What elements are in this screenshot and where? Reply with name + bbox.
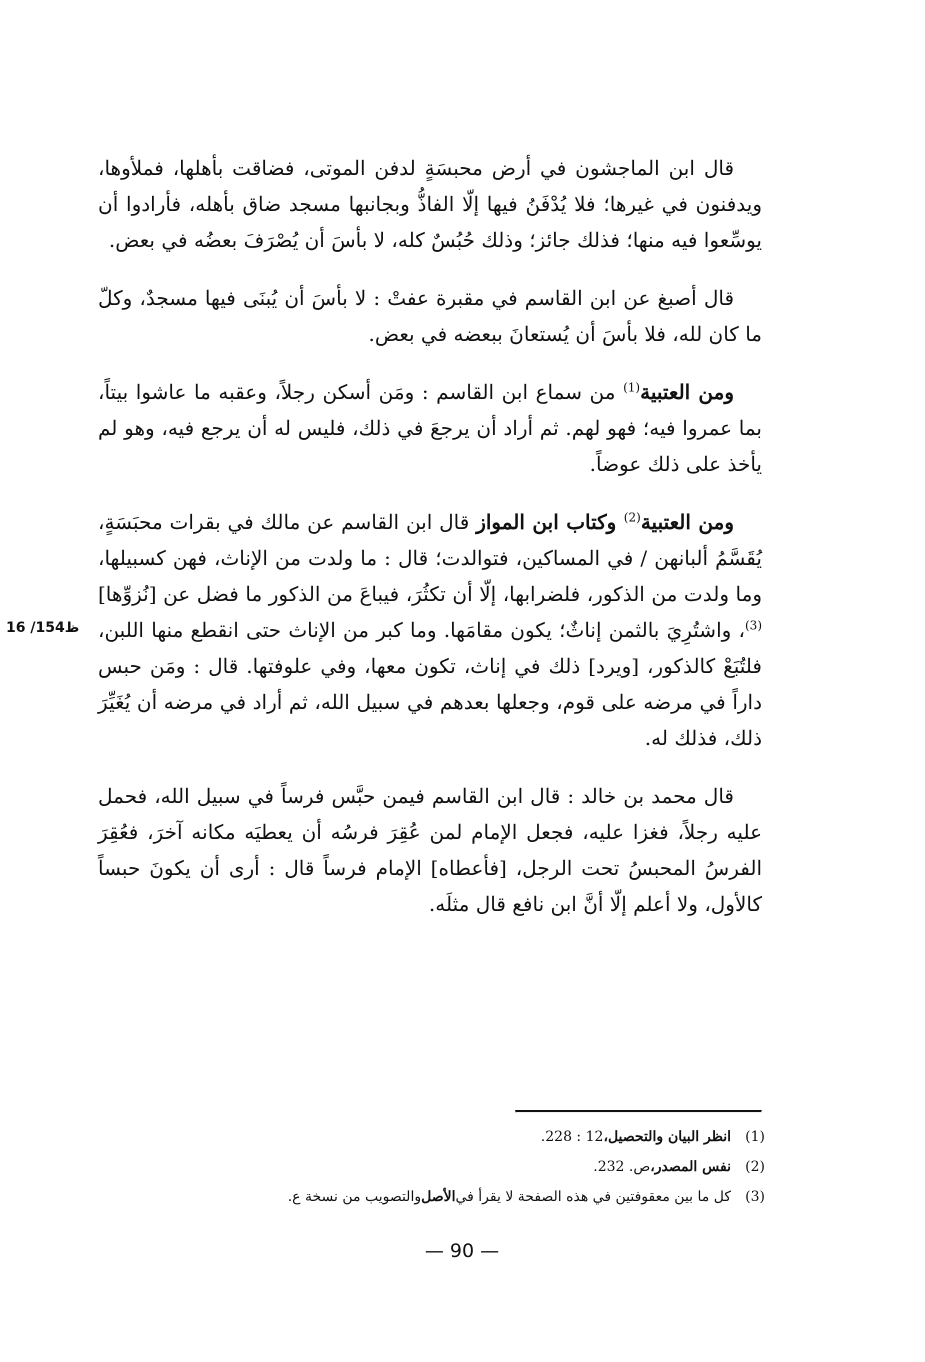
paragraph-1: قال ابن الماجشون في أرض محبسَةٍ لدفن الموتى، فضاقت بأهلها، فملأوها، ويدفنون في غيرها؛ فلا يُدْفَنُ فيها إلّا الفاذُّ وبجانبها مسجد ضاق بأهله، فأرادوا أن يوسِّعوا فيه منها؛ فذلك جائز؛ وذلك حُبُسٌ كله، لا بأسَ أن يُصْرَفَ بعضُه في بعض. — [98, 156, 762, 252]
footnote-divider — [515, 1110, 762, 1113]
source-title-2: وكتاب ابن المواز — [476, 510, 624, 534]
paragraph-3-text: من سماع ابن القاسم : ومَن أسكن رجلاً، وعقبه ما عاشوا بيتاً، بما عمروا فيه؛ فهو لهم. ثم أراد أن يرجعَ في ذلك، فليس له أن يرجع فيه، وهو لم يأخذ على ذلك عوضاً. — [98, 380, 762, 476]
footnote-source: انظر البيان والتحصيل، — [603, 1129, 731, 1145]
paragraph-5: قال محمد بن خالد : قال ابن القاسم فيمن حبَّس فرساً في سبيل الله، فحمل عليه رجلاً، فغزا عليه، فجعل الإمام لمن عُقِرَ فرسُه أن يعطيَه مكانه آخرَ، فعُقِرَ الفرسُ المحبسُ تحت الرجل، [فأعطاه] الإمام فرساً قال : أرى أن يكونَ حبساً كالأول، ولا أعلم إلّا أنَّ ابن نافع قال مثلَه. — [98, 784, 762, 916]
footnote-source: نفس المصدر، — [650, 1159, 731, 1175]
footnote-number: (2) — [745, 1159, 765, 1175]
footnote-ref-2[interactable]: (2) — [623, 510, 641, 525]
footnote-2 — [150, 1152, 765, 1182]
footnote-ref-3[interactable]: (3) — [744, 618, 762, 633]
footnote-text-end: والتصويب من نسخة ع. — [287, 1189, 422, 1205]
source-title: ومن العتبية — [640, 510, 734, 534]
footnote-text: كل ما بين معقوفتين في هذه الصفحة لا يقرأ في — [455, 1189, 731, 1205]
source-title: ومن العتبية — [640, 380, 735, 404]
footnote-number: (3) — [745, 1189, 765, 1205]
paragraph-4 — [98, 504, 762, 756]
folio-margin-note: 16 /154ظ — [6, 620, 80, 636]
paragraph-2: قال أصبغ عن ابن القاسم في مقبرة عفتْ : لا بأسَ أن يُبنَى فيها مسجدٌ، وكلّ ما كان لله، فلا بأسَ أن يُستعانَ ببعضه في بعض. — [98, 286, 762, 346]
footnote-1 — [150, 1122, 765, 1152]
footnote-text: 12 : 228. — [540, 1129, 604, 1145]
footnote-3 — [150, 1182, 765, 1212]
footnote-text: ص. 232. — [593, 1159, 651, 1175]
paragraph-3 — [98, 374, 762, 482]
footnote-ref-1[interactable]: (1) — [623, 380, 641, 395]
paragraph-4-text-b: ، واشتُرِيَ بالثمن إناثٌ؛ يكون مقامَها. وما كبر من الإناث حتى انقطع منها اللبن، فلتُبَعْ كالذكور، [ويرد] ذلك في إناث، تكون معها، وفي علوفتها. قال : ومَن حبس داراً في مرضه على قوم، وجعلها بعدهم في سبيل الله، ثم أراد في مرضه أن يُغَيِّرَ ذلك، فذلك له. — [98, 618, 762, 750]
paragraph-4-text-a: قال ابن القاسم عن مالك في بقرات محبَسَةٍ، يُقَسَّمُ ألبانهن / في المساكين، فتوالدت؛ قال : ما ولدت من الإناث، فهن كسبيلها، وما ولدت من الذكور، فلضرابها، إلّا أن تكثُرَ، فيباعَ من الذكور ما فضل عن [نُزوِّها] — [98, 510, 762, 606]
footnote-number: (1) — [745, 1129, 765, 1145]
footnote-source: الأصل — [421, 1189, 456, 1205]
main-text — [98, 150, 762, 944]
footnotes — [150, 1122, 765, 1212]
page-number: — 90 — — [424, 1240, 500, 1262]
